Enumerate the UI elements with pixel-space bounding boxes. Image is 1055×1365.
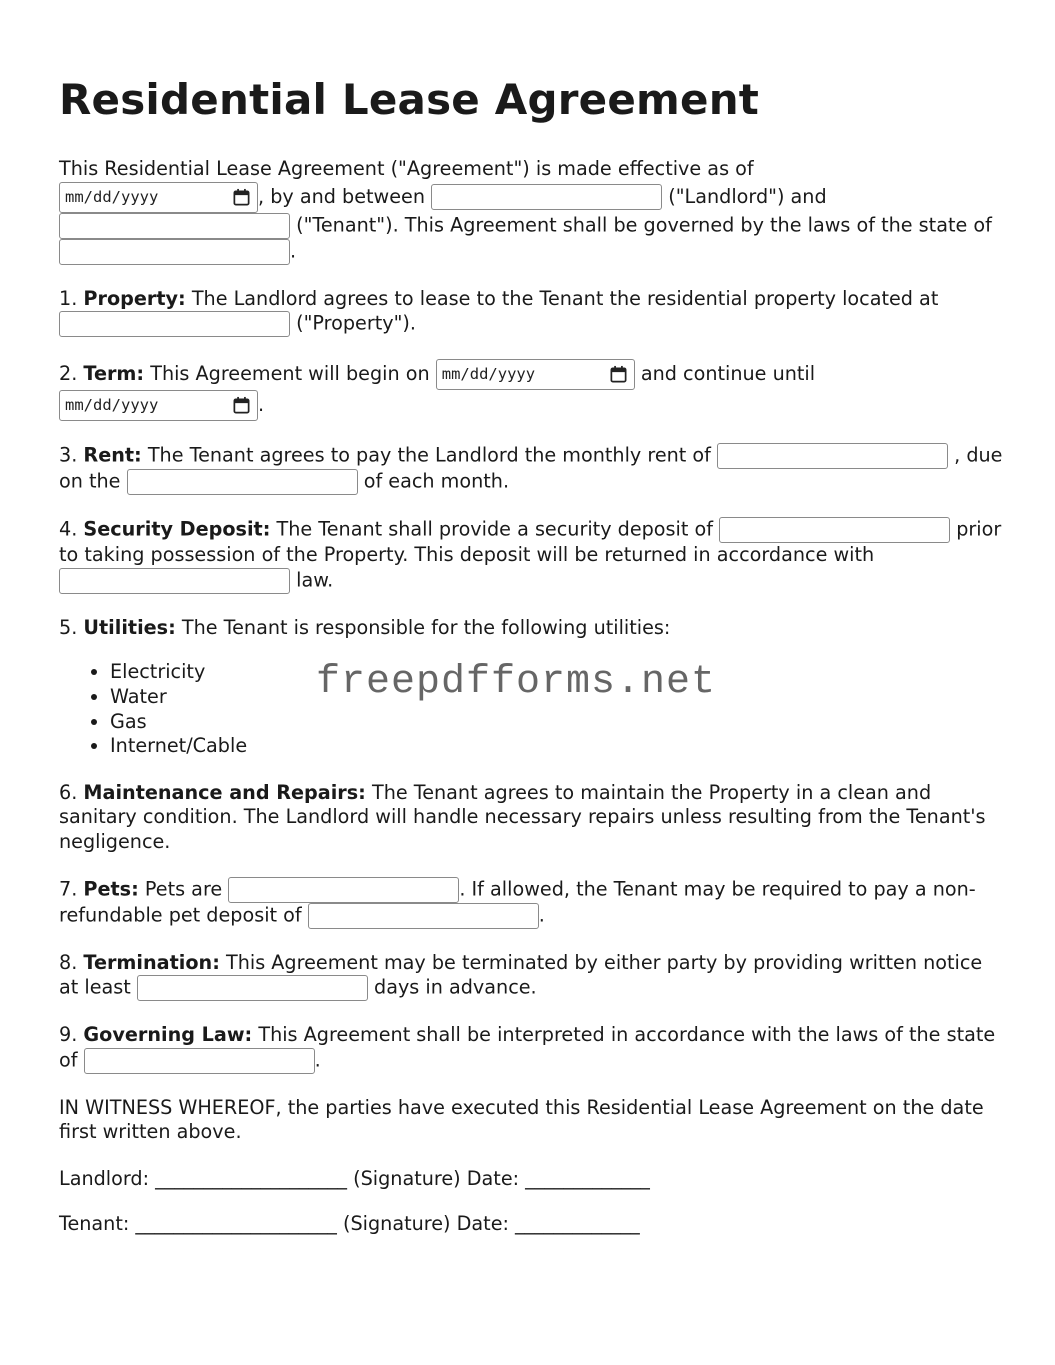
section-number: 2. (59, 362, 78, 386)
section-term (59, 359, 1004, 421)
tenant-signature-line: Tenant: _____________________ (Signature) Date: _____________ (59, 1211, 640, 1235)
section-text: and continue until (640, 362, 816, 386)
section-property (59, 287, 1004, 338)
notice-days-field[interactable] (137, 975, 368, 1001)
section-utilities (59, 616, 1004, 641)
security-deposit-field[interactable] (719, 517, 950, 543)
intro-text-2: , by and between (258, 184, 426, 208)
end-date-input[interactable] (59, 390, 258, 421)
calendar-icon[interactable] (609, 365, 628, 384)
section-text: of each month. (363, 469, 510, 493)
section-heading: Utilities: (83, 615, 176, 639)
watermark: freepdfforms.net (316, 660, 717, 705)
landlord-name-field[interactable] (431, 184, 662, 210)
governing-state-field[interactable] (59, 239, 290, 265)
section-text: This Agreement will begin on (150, 362, 430, 386)
section-heading: Property: (83, 286, 186, 310)
section-pets (59, 877, 1004, 929)
section-text: The Landlord agrees to lease to the Tenant the residential property located at (191, 286, 939, 310)
section-text: . If allowed, the Tenant may be required to pay a non-refundable pet deposit of (59, 877, 976, 927)
list-item: • Water (110, 685, 1004, 710)
intro-paragraph (59, 157, 1004, 265)
effective-date-input[interactable] (59, 182, 258, 213)
section-text: The Tenant shall provide a security deposit of (276, 517, 713, 541)
section-text: days in advance. (374, 975, 537, 999)
list-item: • Electricity (110, 660, 1004, 685)
section-text: . (258, 393, 265, 417)
section-text: Pets are (144, 877, 223, 901)
section-number: 7. (59, 877, 78, 901)
section-number: 5. (59, 615, 78, 639)
intro-text-1: This Residential Lease Agreement ("Agreement") is made effective as of (59, 157, 754, 180)
law-state-field[interactable] (84, 1048, 315, 1074)
date-placeholder: mm/dd/yyyy (65, 187, 159, 206)
section-heading: Rent: (83, 443, 142, 467)
section-number: 3. (59, 443, 78, 467)
section-text: law. (296, 568, 334, 592)
intro-text-3: ("Landlord") and (668, 184, 827, 208)
section-heading: Termination: (83, 950, 220, 974)
section-heading: Maintenance and Repairs: (83, 780, 366, 804)
section-maintenance (59, 781, 1004, 855)
start-date-input[interactable] (436, 359, 635, 390)
section-text: This Agreement shall be interpreted in accordance with the laws of the state of (59, 1023, 996, 1072)
monthly-rent-field[interactable] (717, 443, 948, 469)
section-termination (59, 951, 1004, 1002)
pet-deposit-field[interactable] (308, 903, 539, 929)
list-item: • Internet/Cable (110, 734, 1004, 759)
section-number: 6. (59, 780, 78, 804)
section-heading: Security Deposit: (83, 517, 271, 541)
date-placeholder: mm/dd/yyyy (65, 396, 159, 415)
section-rent (59, 443, 1004, 495)
section-text: . (538, 903, 545, 927)
witness-paragraph: IN WITNESS WHEREOF, the parties have executed this Residential Lease Agreement on the date first written above. (59, 1095, 984, 1144)
rent-due-day-field[interactable] (127, 469, 358, 495)
section-number: 9. (59, 1023, 78, 1047)
section-text: ("Property"). (296, 311, 417, 335)
landlord-signature-line: Landlord: ____________________ (Signature) Date: _____________ (59, 1166, 650, 1190)
section-text: The Tenant agrees to pay the Landlord the monthly rent of (147, 443, 711, 467)
page-title: Residential Lease Agreement (59, 75, 760, 124)
section-text: , due on the (59, 443, 1003, 493)
intro-text-5: . (290, 239, 297, 263)
section-heading: Term: (83, 362, 145, 386)
pets-allowed-field[interactable] (228, 877, 459, 903)
list-item: • Gas (110, 710, 1004, 735)
section-text: . (314, 1048, 321, 1072)
section-heading: Pets: (83, 877, 139, 901)
deposit-law-state-field[interactable] (59, 568, 290, 594)
section-security-deposit (59, 517, 1004, 594)
section-number: 1. (59, 286, 78, 310)
tenant-name-field[interactable] (59, 213, 290, 239)
property-address-field[interactable] (59, 311, 290, 337)
section-number: 8. (59, 950, 78, 974)
date-placeholder: mm/dd/yyyy (441, 365, 536, 384)
section-text: This Agreement may be terminated by either party by providing written notice at least (59, 950, 983, 999)
section-number: 4. (59, 517, 78, 541)
section-text: The Tenant agrees to maintain the Property in a clean and sanitary condition. The Landlord will handle necessary repairs unless resulting from the Tenant's negligence. (59, 780, 986, 853)
section-governing-law (59, 1023, 1004, 1074)
intro-text-4: ("Tenant"). This Agreement shall be governed by the laws of the state of (296, 213, 992, 237)
calendar-icon[interactable] (232, 188, 251, 207)
section-heading: Governing Law: (83, 1023, 253, 1047)
section-text: prior to taking possession of the Property. This deposit will be returned in accordance with (59, 517, 1002, 567)
calendar-icon[interactable] (232, 396, 251, 415)
section-text: The Tenant is responsible for the following utilities: (181, 615, 671, 639)
